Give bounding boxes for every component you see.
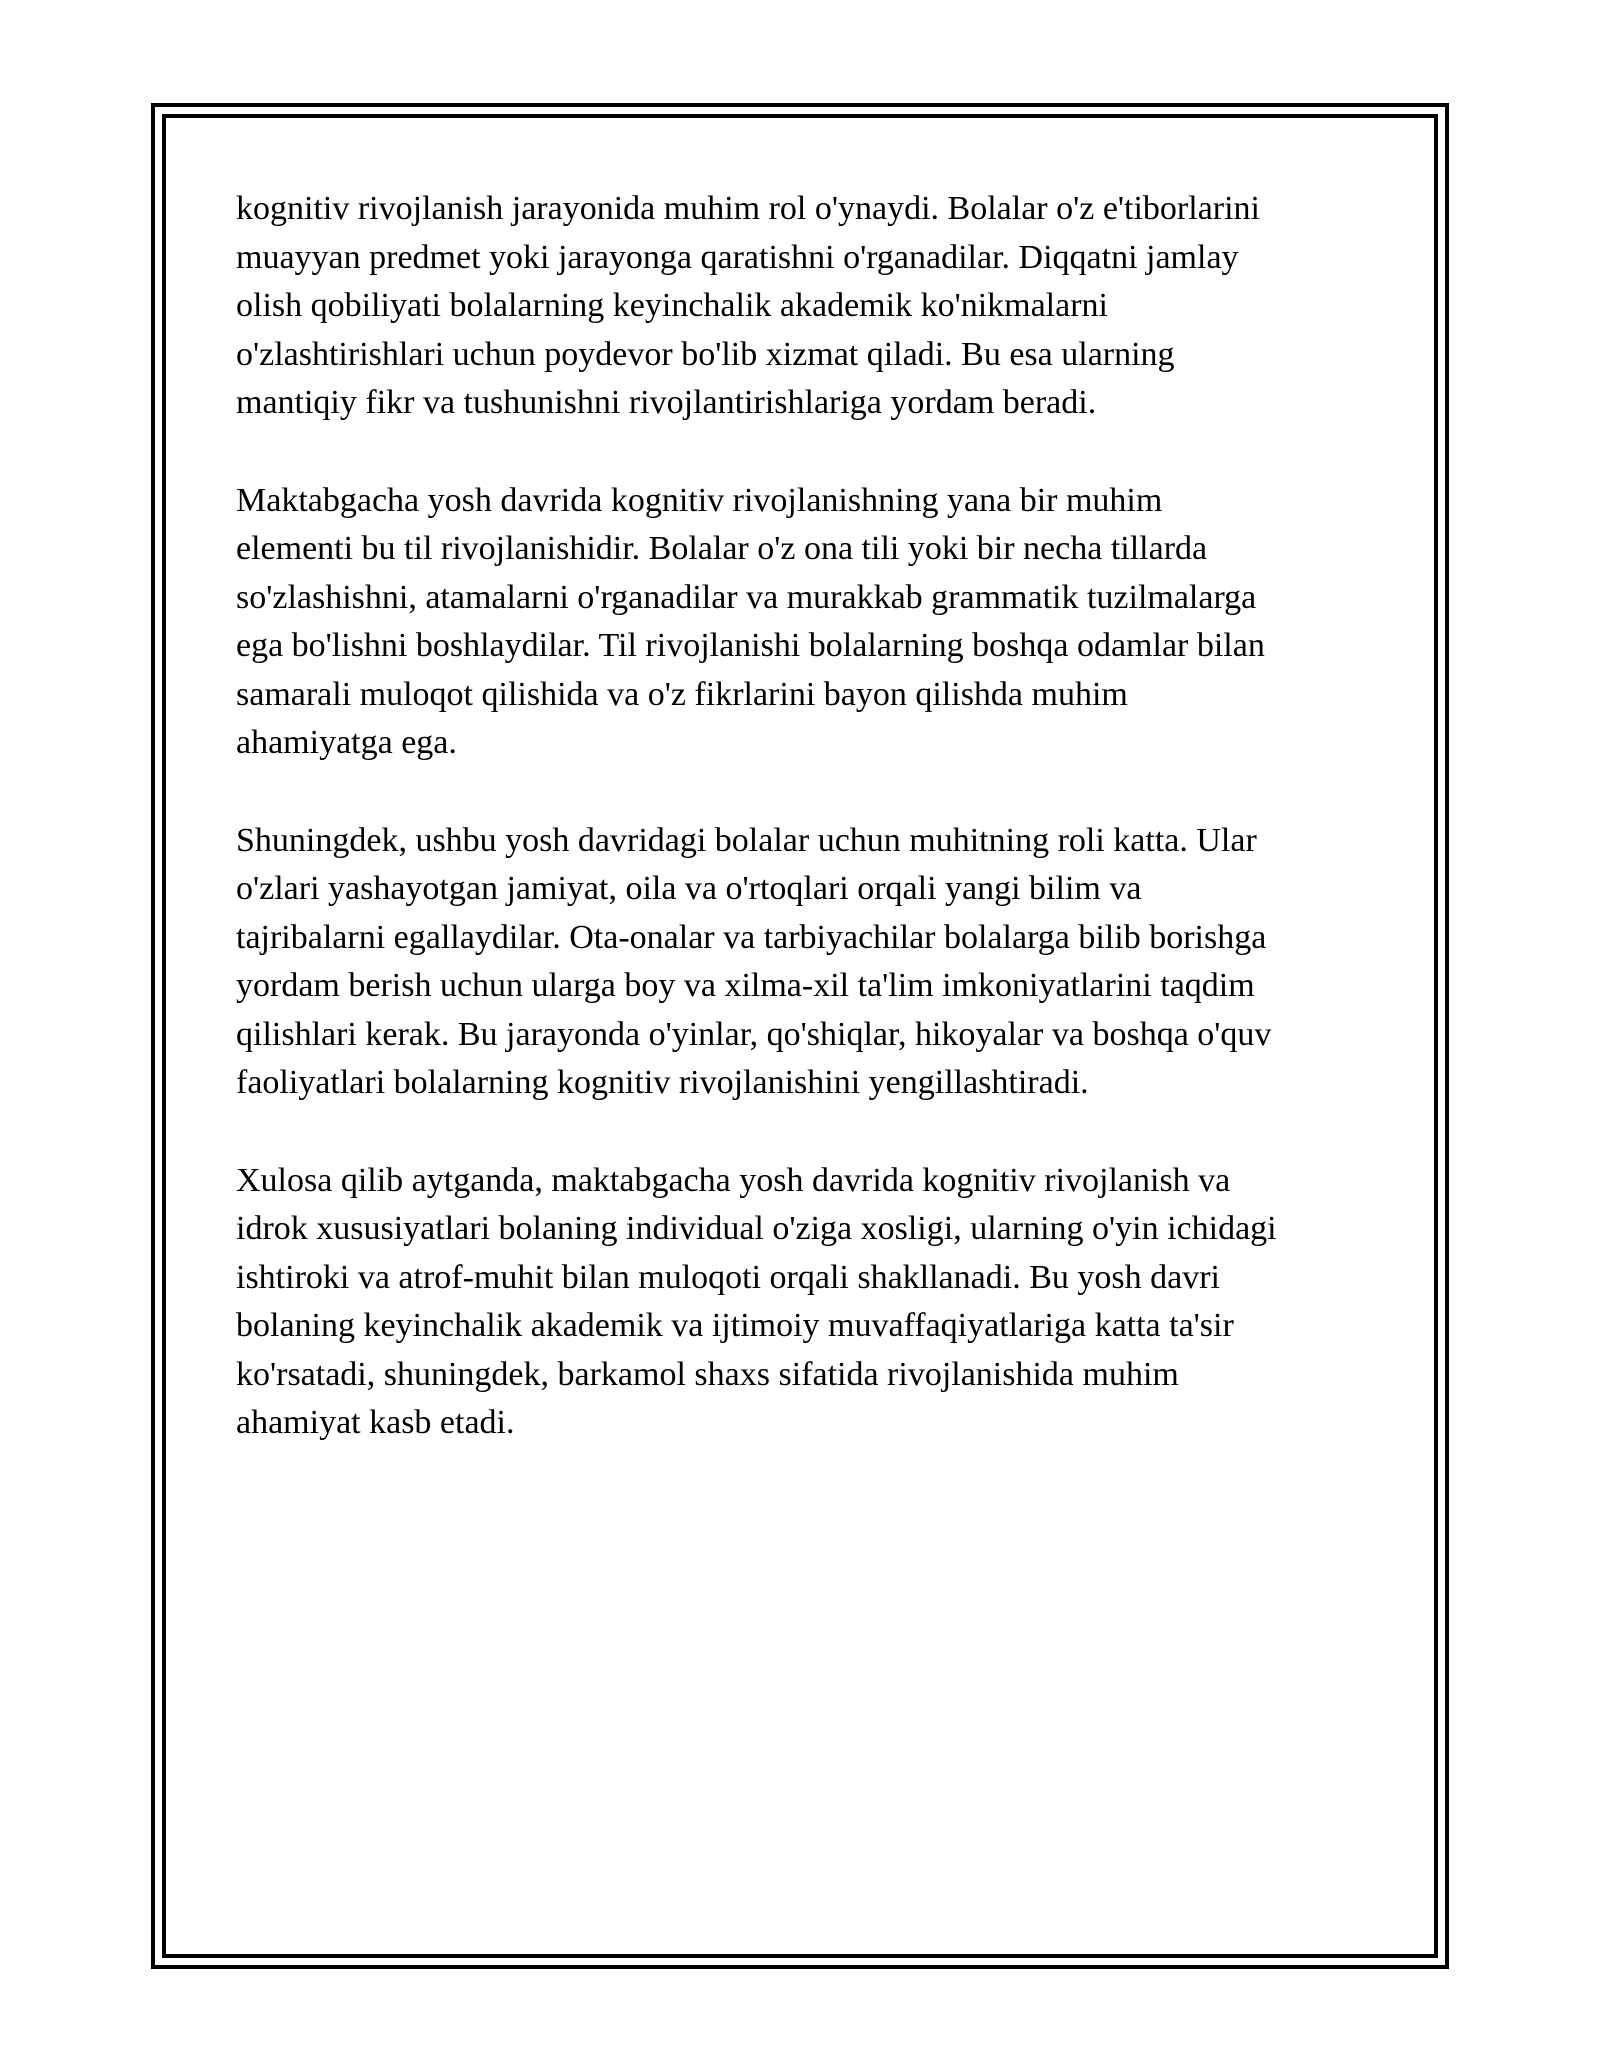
paragraph-3: Shuningdek, ushbu yosh davridagi bolalar uchun muhitning roli katta. Ular o'zlari yashayotgan jamiyat, oila va o'rtoqlari orqali yangi bilim va tajribalarni egallaydilar. Ota-onalar va tarbiyachilar bolalarga bilib borishga yordam berish uchun ularga boy va xilma-xil ta'lim imkoniyatlarini taqdim qilishlari kerak. Bu jarayonda o'yinlar, qo'shiqlar, hikoyalar va boshqa o'quv faoliyatlari bolalarning kognitiv rivojlanishini yengillashtiradi. [236,821,1272,1101]
paragraph-2: Maktabgacha yosh davrida kognitiv rivojlanishning yana bir muhim elementi bu til rivojlanishidir. Bolalar o'z ona tili yoki bir necha tillarda so'zlashishni, atamalarni o'rganadilar va murakkab grammatik tuzilmalarga ega bo'lishni boshlaydilar. Til rivojlanishi bolalarning boshqa odamlar bilan samarali muloqot qilishida va o'z fikrlarini bayon qilishda muhim ahamiyatga ega. [236,481,1265,761]
paragraph-4: Xulosa qilib aytganda, maktabgacha yosh davrida kognitiv rivojlanish va idrok xususiyatlari bolaning individual o'ziga xosligi, ularning o'yin ichidagi ishtiroki va atrof-muhit bilan muloqoti orqali shakllanadi. Bu yosh davri bolaning keyinchalik akademik va ijtimoiy muvaffaqiyatlariga katta ta'sir ko'rsatadi, shuningdek, barkamol shaxs sifatida rivojlanishida muhim ahamiyat kasb etadi. [236,1161,1277,1441]
paragraph-1: kognitiv rivojlanish jarayonida muhim rol o'ynaydi. Bolalar o'z e'tiborlarini muayyan predmet yoki jarayonga qaratishni o'rganadilar. Diqqatni jamlay olish qobiliyati bolalarning keyinchalik akademik ko'nikmalarni o'zlashtirishlari uchun poydevor bo'lib xizmat qiladi. Bu esa ularning mantiqiy fikr va tushunishni rivojlantirishlariga yordam beradi. [236,190,1261,421]
document-body [236,185,1376,1497]
